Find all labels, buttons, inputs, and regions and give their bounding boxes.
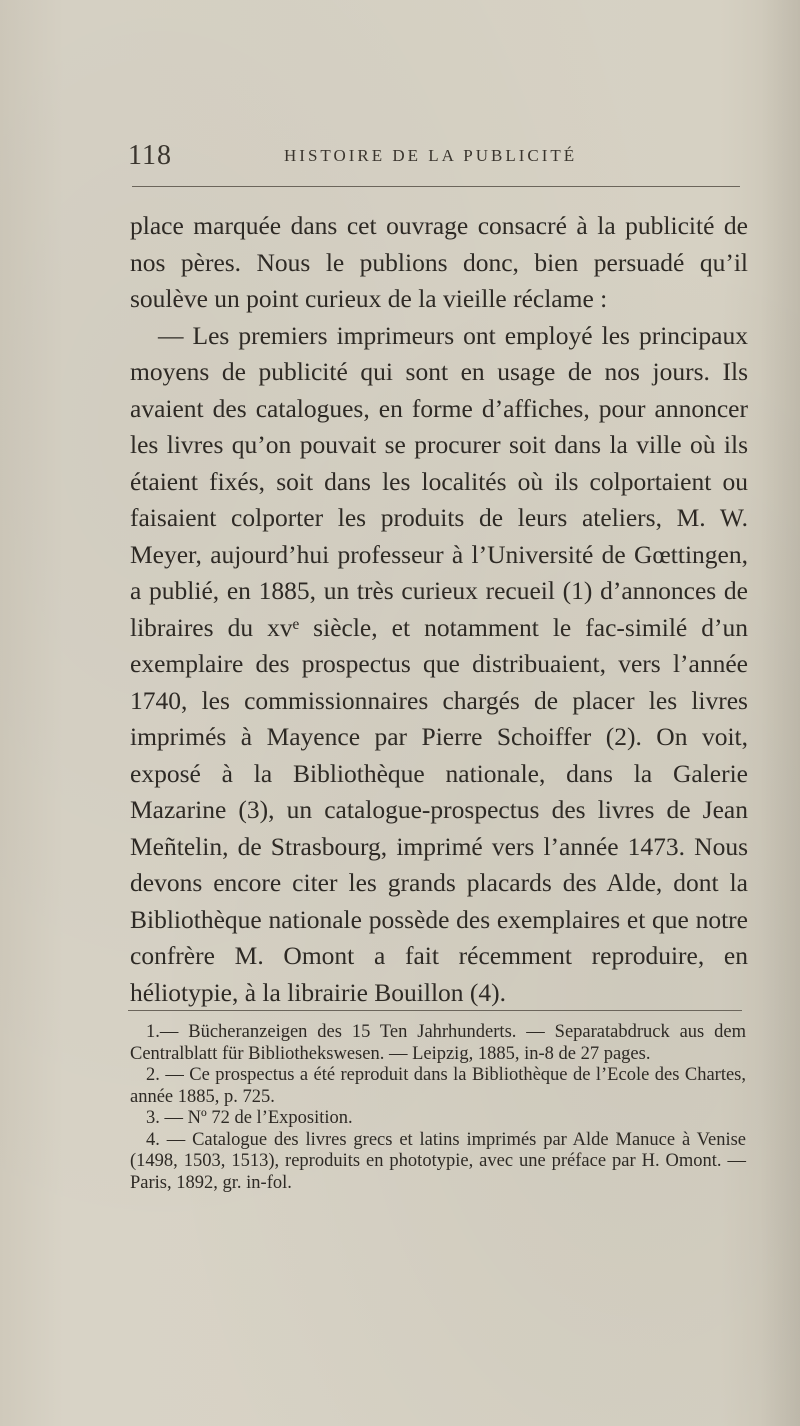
header-rule	[132, 186, 740, 187]
paragraph: — Les premiers imprimeurs ont employé les principaux moyens de publicité qui sont en usage de nos jours. Ils avaient des catalogues, en forme d’affiches, pour annoncer les livres qu’on pouvait se procurer soit dans la ville où ils étaient fixés, soit dans les localités où ils colportaient ou faisaient colporter les produits de leurs ateliers, M. W. Meyer, aujourd’hui professeur à l’Université de Gœttingen, a publié, en 1885, un très curieux recueil (1) d’annonces de libraires du xvᵉ siècle, et notamment le fac-similé d’un exemplaire des prospectus que distribuaient, vers l’année 1740, les commissionnaires chargés de placer les livres imprimés à Mayence par Pierre Schoiffer (2). On voit, exposé à la Bibliothèque nationale, dans la Galerie Mazarine (3), un catalogue-prospectus des livres de Jean Meñtelin, de Strasbourg, imprimé vers l’année 1473. Nous devons encore citer les grands placards des Alde, dont la Bibliothèque nationale possède des exemplaires et que notre confrère M. Omont a fait récemment reproduire, en héliotypie, à la librairie Bouillon (4).	[130, 320, 748, 1007]
page-number: 118	[128, 140, 172, 171]
running-title: HISTOIRE DE LA PUBLICITÉ	[284, 146, 578, 165]
main-text	[130, 208, 748, 1011]
page-edge-shadow	[760, 0, 800, 1426]
footnote-3: 3. — Nº 72 de l’Exposition.	[146, 1108, 353, 1128]
footnote-2: 2. — Ce prospectus a été reproduit dans la Bibliothèque de l’Ecole des Chartes, année 1885, p. 725.	[130, 1065, 746, 1107]
footnote-4: 4. — Catalogue des livres grecs et latins imprimés par Alde Manuce à Venise (1498, 1503, 1513), reproduits en phototypie, avec une préface par H. Omont. — Paris, 1892, gr. in-fol.	[130, 1129, 746, 1193]
footnote-1: 1.— Bücheranzeigen des 15 Ten Jahrhunderts. — Separatabdruck aus dem Centralblatt für Bibliothekswesen. — Leipzig, 1885, in-8 de 27 pages.	[130, 1022, 746, 1064]
page-header	[128, 140, 740, 180]
footnote-rule	[128, 1010, 742, 1011]
footnotes	[130, 1022, 746, 1194]
paragraph: place marquée dans cet ouvrage consacré à la publicité de nos pères. Nous le publions donc, bien persuadé qu’il soulève un point curieux de la vieille réclame :	[130, 211, 748, 313]
